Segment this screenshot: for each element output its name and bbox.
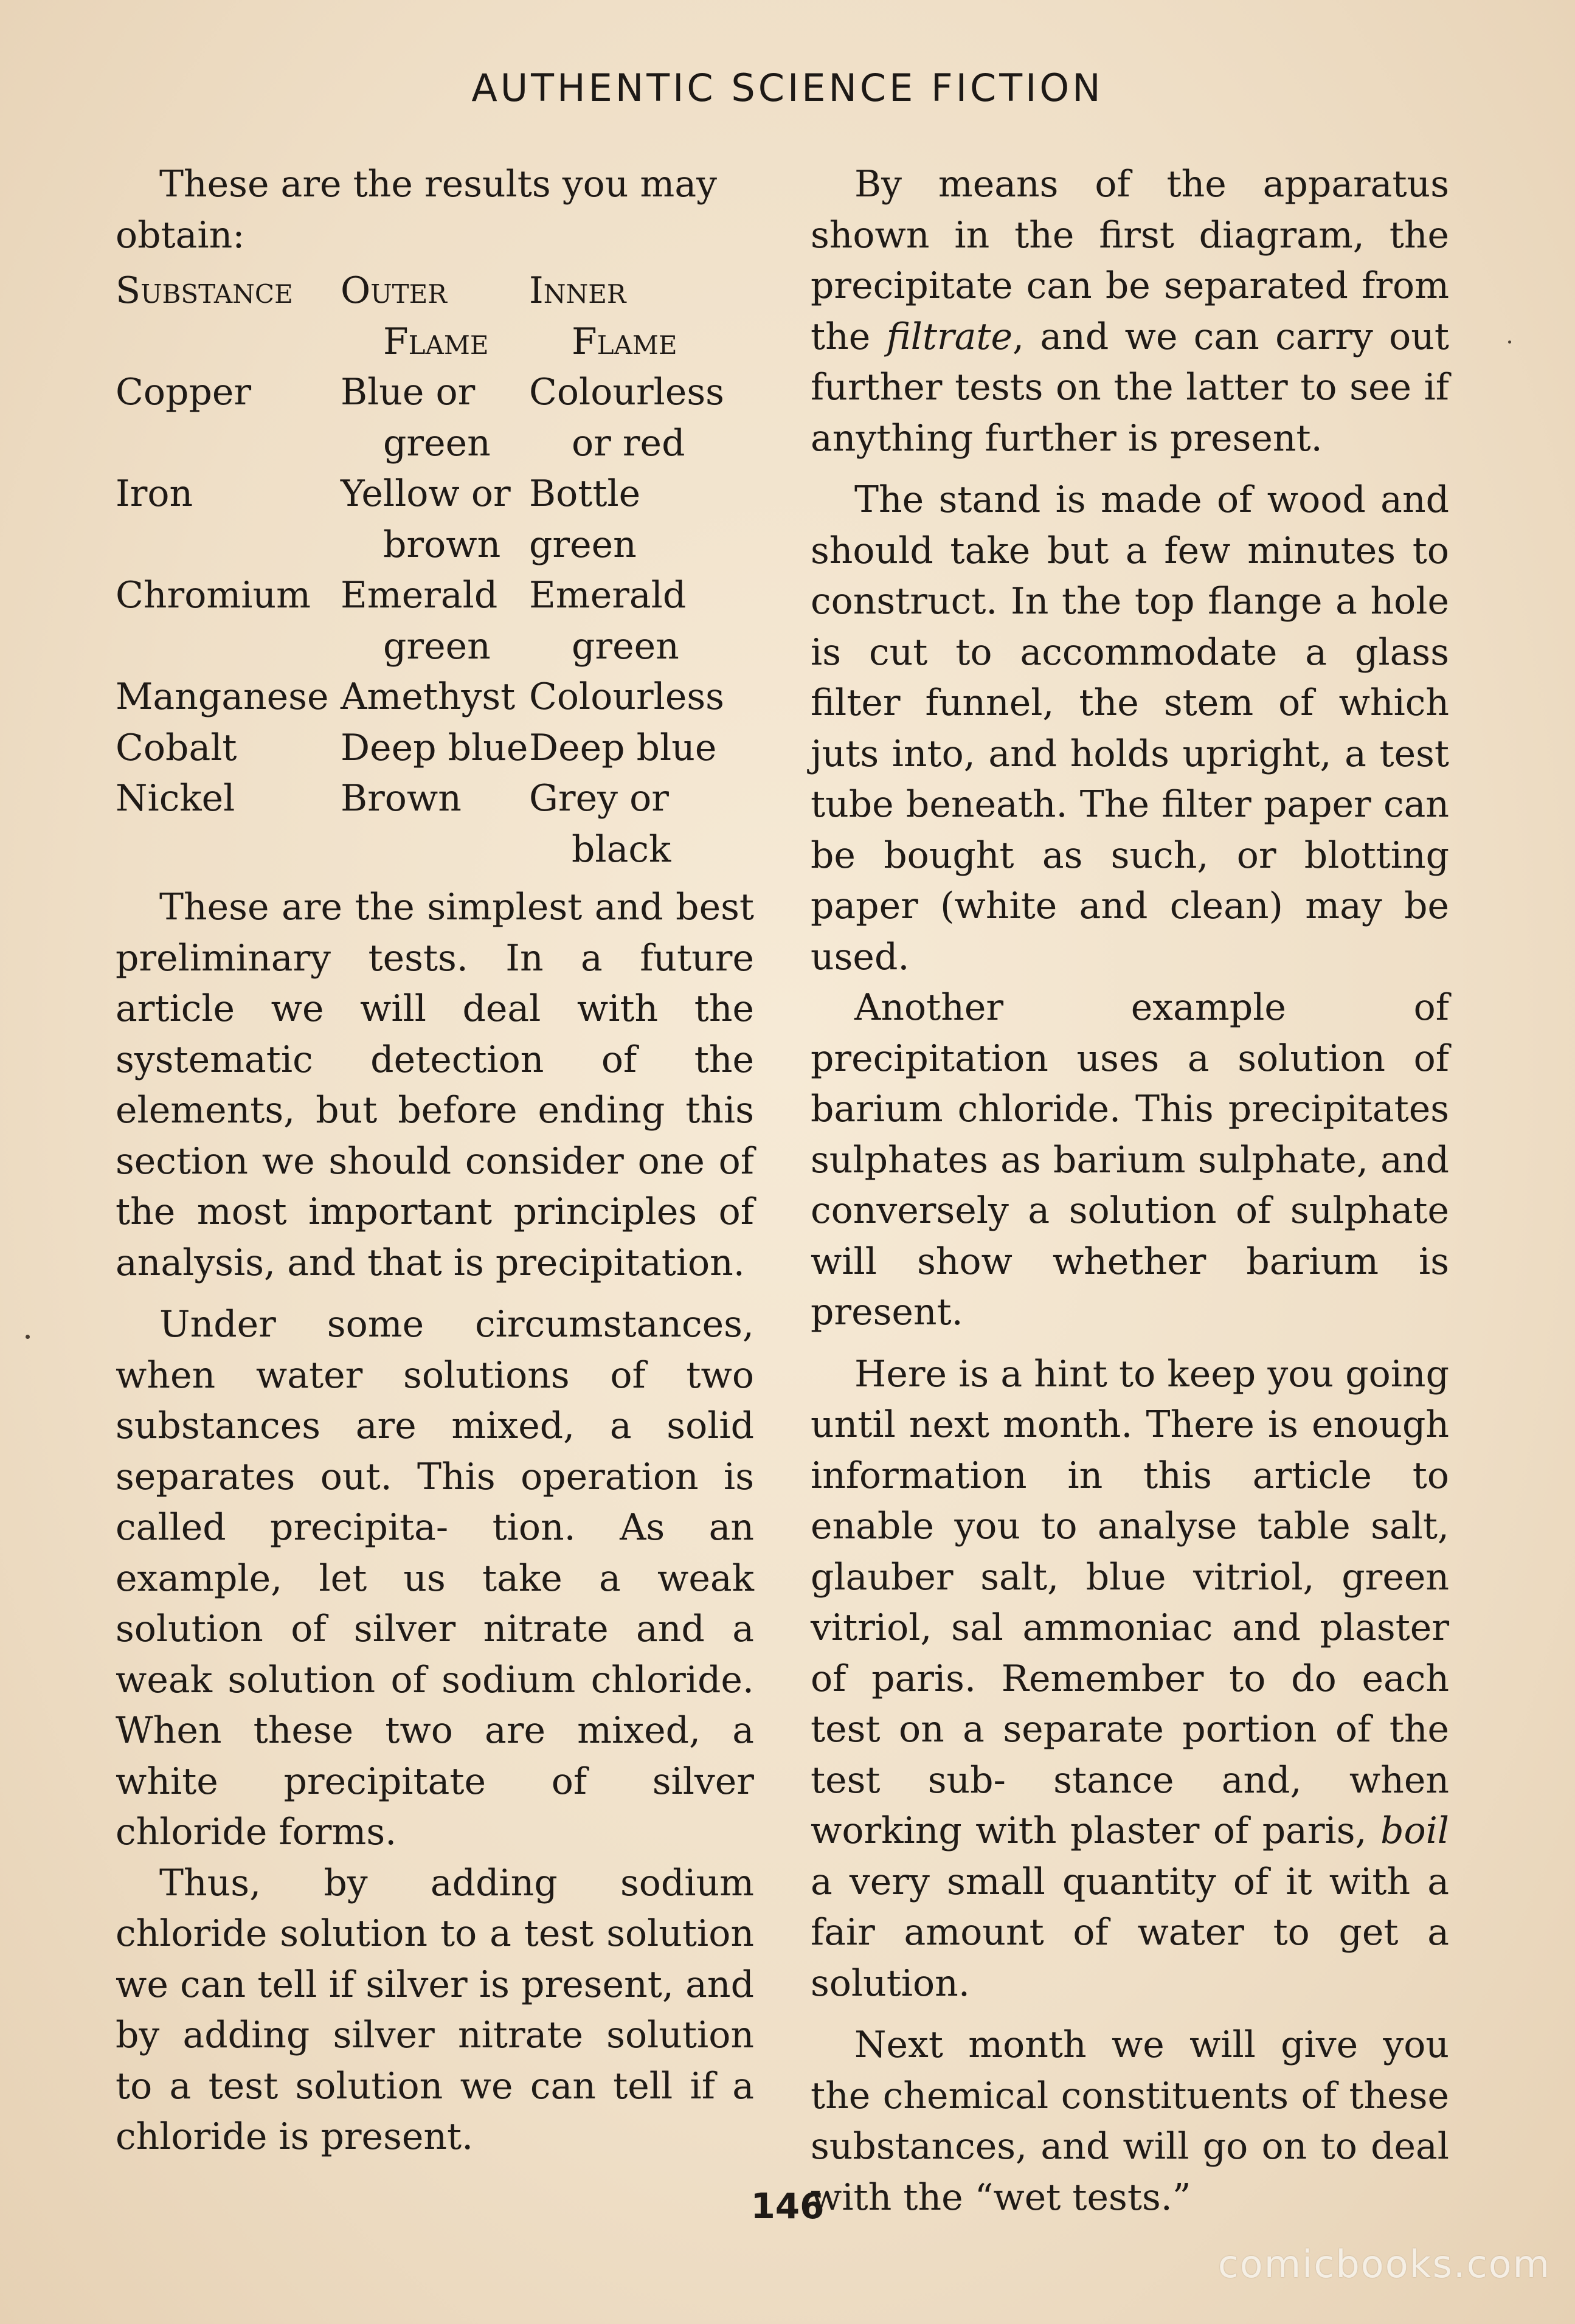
table-row [116,367,754,469]
running-header: AUTHENTIC SCIENCE FICTION [471,66,1104,110]
paragraph: The stand is made of wood and should take but a few minutes to construct. In the top flange a hole is cut to accommodate a glass filter funnel, the stem of which juts into, and holds upright, a test tube beneath. The filter paper can be bought as such, or blotting paper (white and clean) may be used. [811,479,1449,978]
cell-inner: Grey or black [529,777,671,871]
table-row [116,469,754,570]
right-column [811,159,1449,2223]
page-number: 146 [750,2185,825,2227]
intro-paragraph: These are the results you may obtain: [116,163,717,257]
cell-inner: Emerald green [529,574,687,668]
cell-substance: Cobalt [116,726,237,769]
paragraph: Under some circumstances, when water solutions of two substances are mixed, a solid separates out. This operation is called precipita- tion. As an example, let us take a weak solution of silver nitrate and a weak solution of sodium chloride. When these two are mixed, a white precipitate of silver chloride forms. [116,1303,754,1853]
header-inner-flame: Inner Flame [529,269,677,363]
cell-outer: Yellow or brown [341,472,511,566]
print-speck [26,1335,30,1339]
cell-substance: Iron [116,472,193,515]
paragraph: Here is a hint to keep you going until next month. There is enough information in this article to enable you to analyse table salt, glauber salt, blue vitriol, green vitriol, sal ammoniac and plaster of paris. Remember to do each test on a separate portion of the test sub- stance and, when working with plaster of paris, boil a very small quantity of it with a fair amount of water to get a solution. [811,1352,1449,2005]
print-speck [1508,341,1511,344]
table-row [116,672,754,723]
cell-outer: Amethyst [341,676,516,718]
table-row [116,570,754,672]
cell-substance: Nickel [116,777,235,820]
cell-inner: Colourless [529,676,724,718]
cell-outer: Blue or green [341,371,491,465]
cell-substance: Manganese [116,676,329,718]
italic-term: filtrate [886,315,1013,358]
cell-outer: Emerald green [341,574,498,668]
cell-inner: Colourless or red [529,371,724,465]
cell-outer: Brown [341,777,462,820]
header-outer-flame: Outer Flame [341,269,489,363]
paragraph: Next month we will give you the chemical constituents of these substances, and will go on to deal with the “wet tests.” [811,2024,1449,2219]
flame-test-table [116,266,754,875]
cell-outer: Deep blue [341,726,528,769]
header-substance: Substance [116,269,293,312]
cell-substance: Chromium [116,574,311,617]
table-header-row [116,266,754,367]
cell-inner: Deep blue [529,726,717,769]
watermark: comicbooks.com [1217,2242,1551,2286]
paragraph: These are the simplest and best preliminary tests. In a future article we will deal with the systematic detection of the elements, but before ending this section we should consider one of the most important principles of analysis, and that is precipitation. [116,886,754,1284]
cell-substance: Copper [116,371,252,413]
italic-term: boil [1380,1810,1449,1852]
cell-inner: Bottle green [529,472,641,566]
paragraph: By means of the apparatus shown in the first diagram, the precipitate can be separated from the filtrate, and we can carry out further tests on the latter to see if anything further is present. [811,163,1449,460]
table-row [116,723,754,774]
paragraph: Thus, by adding sodium chloride solution to a test solution we can tell if silver is present, and by adding silver nitrate solution to a test solution we can tell if a chloride is present. [116,1861,754,2158]
left-column [116,159,754,2163]
table-row [116,773,754,875]
paragraph: Another example of precipitation uses a solution of barium chloride. This precipitates sulphates as barium sulphate, and conversely a solution of sulphate will show whether barium is present. [811,986,1449,1333]
